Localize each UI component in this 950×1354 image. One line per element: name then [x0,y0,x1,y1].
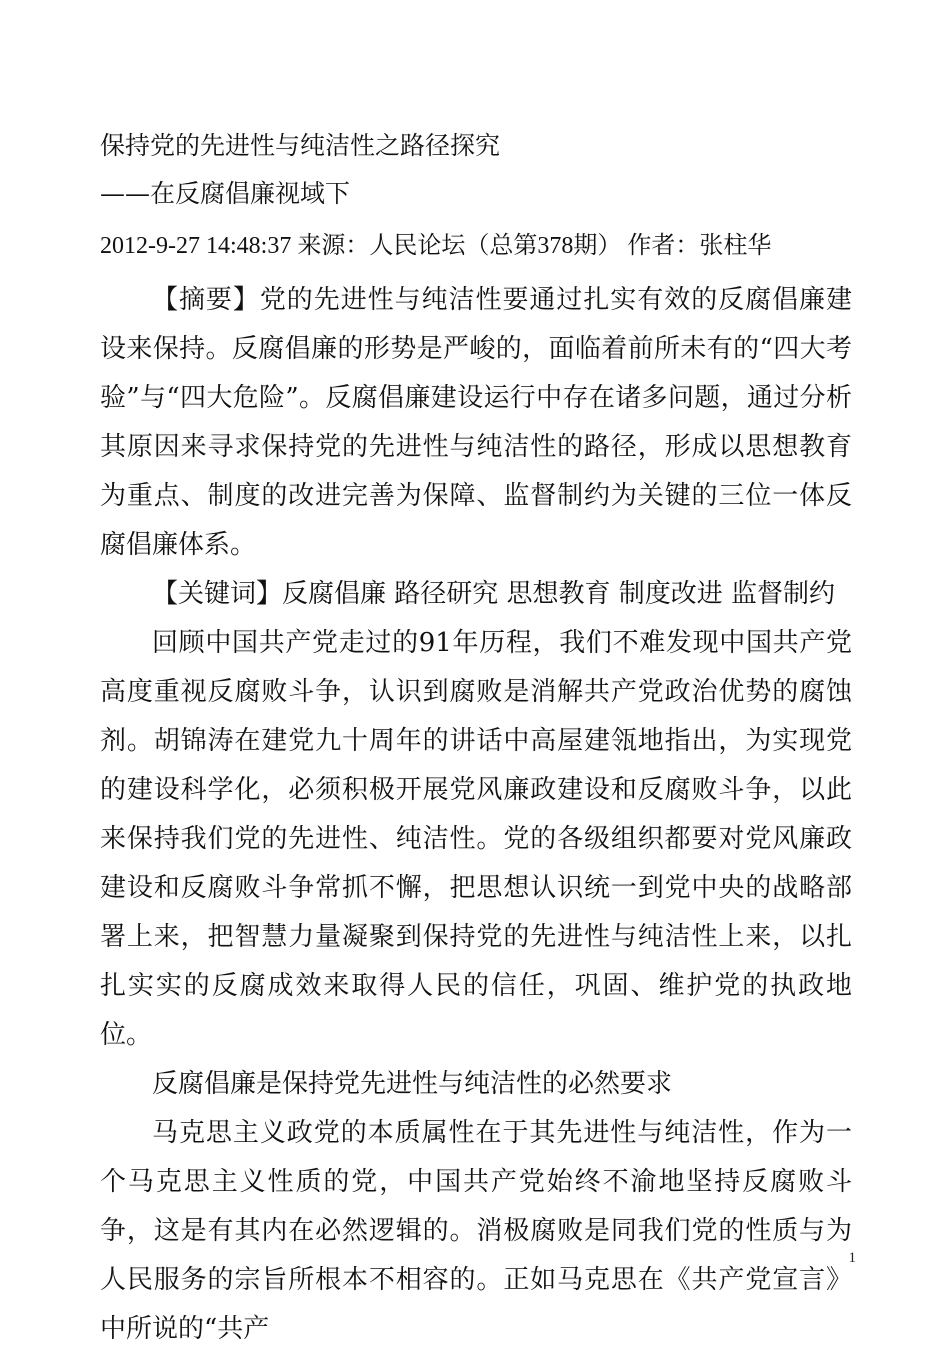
document-title: 保持党的先进性与纯洁性之路径探究 [100,131,501,160]
article-body [100,276,852,1354]
abstract-paragraph: 【摘要】党的先进性与纯洁性要通过扎实有效的反腐倡廉建设来保持。反腐倡廉的形势是严峻的，面临着前所未有的“四大考验”与“四大危险”。反腐倡廉建设运行中存在诸多问题，通过分析其原因来寻求保持党的先进性与纯洁性的路径，形成以思想教育为重点、制度的改进完善为保障、监督制约为关键的三位一体反腐倡廉体系。 [100,285,852,560]
body-paragraph: 马克思主义政党的本质属性在于其先进性与纯洁性，作为一个马克思主义性质的党，中国共产党始终不渝地坚持反腐败斗争，这是有其内在必然逻辑的。消极腐败是同我们党的性质与为人民服务的宗旨所根本不相容的。正如马克思在《共产党宣言》中所说的“共产 [100,1118,852,1344]
section-heading: 反腐倡廉是保持党先进性与纯洁性的必然要求 [152,1069,673,1099]
body-paragraph: 回顾中国共产党走过的91年历程，我们不难发现中国共产党高度重视反腐败斗争，认识到腐败是消解共产党政治优势的腐蚀剂。胡锦涛在建党九十周年的讲话中高屋建瓴地指出，为实现党的建设科学化，必须积极开展党风廉政建设和反腐败斗争，以此来保持我们党的先进性、纯洁性。党的各级组织都要对党风廉政建设和反腐败斗争常抓不懈，把思想认识统一到党中央的战略部署上来，把智慧力量凝聚到保持党的先进性与纯洁性上来，以扎扎实实的反腐成效来取得人民的信任，巩固、维护党的执政地位。 [100,628,852,1050]
publication-meta: 2012-9-27 14:48:37 来源：人民论坛（总第378期） 作者：张柱华 [100,233,772,259]
keywords-paragraph: 【关键词】反腐倡廉 路径研究 思想教育 制度改进 监督制约 [152,579,836,609]
page-number: 1 [848,1250,856,1266]
document-subtitle: ——在反腐倡廉视域下 [100,179,351,208]
